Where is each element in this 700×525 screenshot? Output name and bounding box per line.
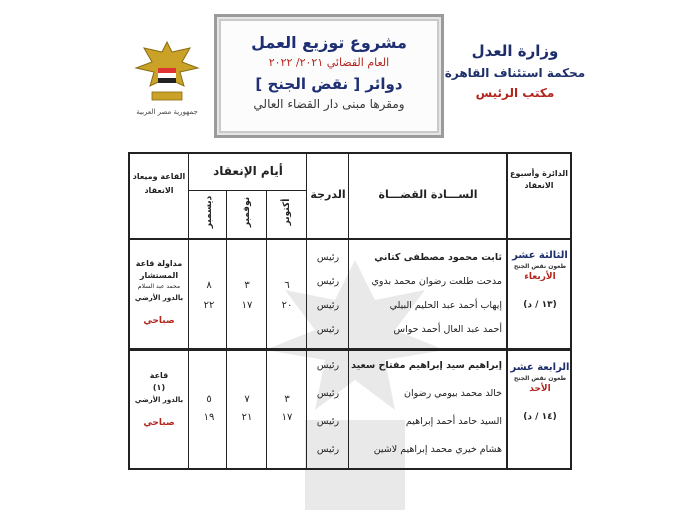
day-nov: ٢١ — [241, 412, 253, 423]
judge-name: خالد محمد بيومي رضوان — [403, 388, 502, 399]
judge-name: هشام خيري محمد إبراهيم لاشين — [373, 444, 502, 455]
circuit-day: الأحد — [529, 384, 551, 394]
judge-name: السيد حامد أحمد إبراهيم — [405, 416, 502, 427]
judge-grade: رئيس — [316, 276, 340, 287]
day-oct: ٦ — [284, 280, 290, 291]
judicial-year: العام القضائي ٢٠٢١/ ٢٠٢٢ — [268, 56, 390, 69]
hall-name: مداولة قاعة المستشار — [135, 259, 183, 280]
day-dec: ٢٢ — [203, 300, 215, 311]
day-oct: ٣ — [284, 394, 290, 405]
circuits-title: دوائر [ نقض الجنح ] — [255, 75, 403, 93]
circuit-code: (١٣ / د) — [523, 300, 557, 310]
judge-grade: رئيس — [316, 252, 340, 263]
circuit-cell-14 — [510, 362, 570, 422]
title-box — [214, 14, 444, 138]
judge-name: ثابت محمود مصطفى كتاني — [374, 252, 502, 263]
header-days: أيام الإنعقاد — [213, 164, 283, 178]
hall-cell-13 — [130, 258, 188, 326]
header-judges: الســـادة القضـــاة — [378, 188, 478, 201]
judge-grade: رئيس — [316, 444, 340, 455]
judge-name: إيهاب أحمد عبد الحليم البيلي — [389, 300, 502, 311]
day-nov: ٣ — [244, 280, 250, 291]
hall-name: قاعة — [149, 371, 169, 380]
header-month-nov: نوفمبر — [242, 196, 252, 228]
judge-grade: رئيس — [316, 360, 340, 371]
ministry-header — [440, 42, 590, 100]
day-dec: ١٩ — [203, 412, 215, 423]
judge-grade: رئيس — [316, 300, 340, 311]
circuit-subject: طعون نقض الجنح — [513, 263, 567, 270]
day-nov: ٧ — [244, 394, 250, 405]
court-name: محكمة استئناف القاهرة — [444, 66, 586, 80]
header-hall: القاعة وميعاد الانعقاد — [132, 172, 186, 195]
day-oct: ١٧ — [281, 412, 293, 423]
office-name: مكتب الرئيس — [475, 86, 555, 100]
hall-cell-14 — [130, 370, 188, 428]
hall-time: صباحي — [143, 316, 175, 326]
hall-floor: بالدور الأرضي — [134, 396, 184, 404]
egypt-eagle-icon — [132, 38, 202, 110]
header-circuit: الدائرة وأسبوع الانعقاد — [510, 169, 568, 190]
judge-name: أحمد عبد العال أحمد حواس — [393, 324, 502, 335]
emblem-caption: جمهورية مصر العربية — [136, 108, 198, 116]
circuit-subject: طعون نقض الجنح — [513, 375, 567, 382]
hall-floor: بالدور الأرضي — [134, 294, 184, 302]
circuit-name: الرابعة عشر — [510, 362, 570, 373]
venue-text: ومقرها مبنى دار القضاء العالي — [253, 97, 405, 111]
header-grade: الدرجة — [310, 188, 346, 201]
hall-time: صباحي — [143, 418, 175, 428]
judge-name: إبراهيم سيد إبراهيم مفتاح سعيد — [351, 360, 502, 371]
header-month-dec: ديسمبر — [204, 195, 214, 229]
judge-grade: رئيس — [316, 416, 340, 427]
ministry-name: وزارة العدل — [471, 42, 559, 60]
circuit-cell-13 — [510, 250, 570, 310]
judge-grade: رئيس — [316, 324, 340, 335]
document-title: مشروع توزيع العمل — [251, 33, 407, 52]
circuit-code: (١٤ / د) — [523, 412, 557, 422]
judge-grade: رئيس — [316, 388, 340, 399]
circuit-name: الثالثة عشر — [512, 250, 568, 261]
hall-detail: محمد عبد السلام — [137, 283, 181, 290]
circuit-day: الأربعاء — [524, 272, 556, 282]
judge-name: مدحت طلعت رضوان محمد بدوي — [371, 276, 502, 287]
day-dec: ٥ — [206, 394, 212, 405]
hall-detail: (١) — [152, 383, 166, 392]
header-month-oct: أكتوبر — [282, 198, 292, 226]
day-nov: ١٧ — [241, 300, 253, 311]
day-dec: ٨ — [206, 280, 212, 291]
day-oct: ٢٠ — [281, 300, 293, 311]
